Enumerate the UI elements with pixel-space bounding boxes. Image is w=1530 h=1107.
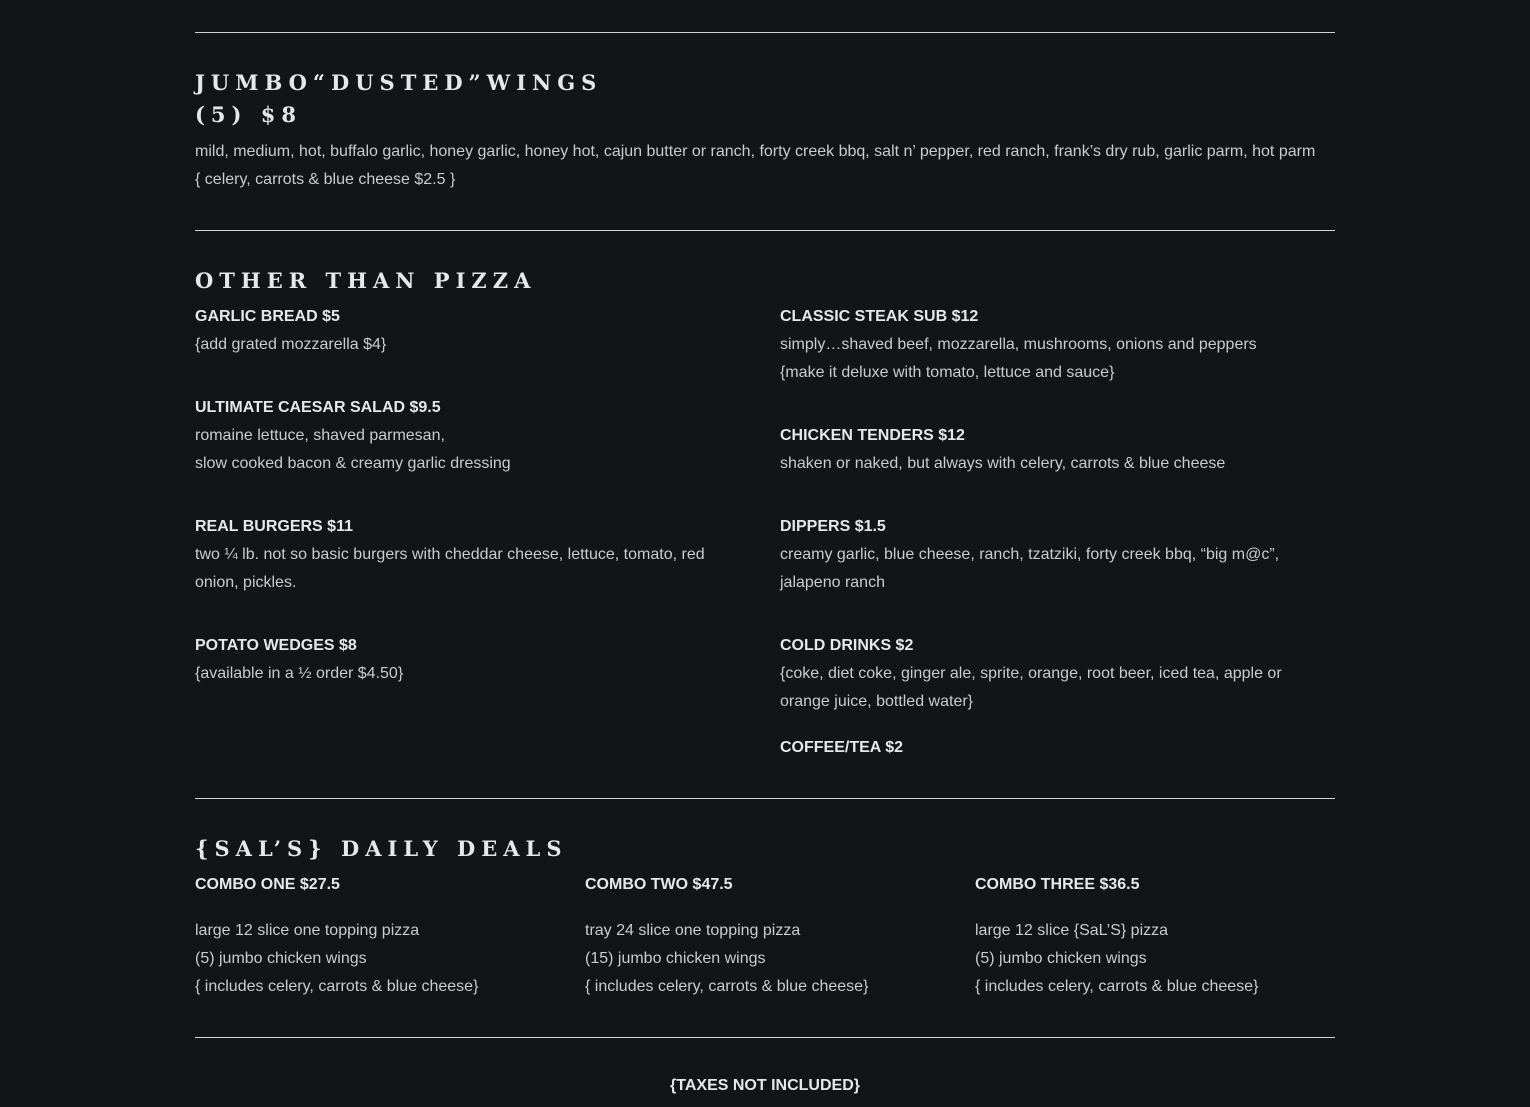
combo-desc: tray 24 slice one topping pizza xyxy=(585,922,801,939)
divider xyxy=(195,230,1335,231)
menu-item-desc: slow cooked bacon & creamy garlic dressing xyxy=(195,455,511,472)
other-heading: OTHER THAN PIZZA xyxy=(195,268,537,293)
combo-desc: (15) jumbo chicken wings xyxy=(585,950,766,967)
menu-item-title: REAL BURGERS $11 xyxy=(195,518,353,535)
combo-desc: (5) jumbo chicken wings xyxy=(195,950,367,967)
combo-title: COMBO TWO $47.5 xyxy=(585,876,733,893)
combo-desc: large 12 slice {SaL’S} pizza xyxy=(975,922,1169,939)
menu-item-desc: onion, pickles. xyxy=(195,574,297,591)
menu-item-desc: {coke, diet coke, ginger ale, sprite, orange, root beer, iced tea, apple or xyxy=(780,665,1282,682)
menu-item-title: CHICKEN TENDERS $12 xyxy=(780,427,965,444)
menu-item-desc: romaine lettuce, shaved parmesan, xyxy=(195,427,445,444)
combo-desc: { includes celery, carrots & blue cheese} xyxy=(585,978,869,995)
menu-item-desc: two ¼ lb. not so basic burgers with cheddar cheese, lettuce, tomato, red xyxy=(195,546,705,563)
menu-item-title: POTATO WEDGES $8 xyxy=(195,637,357,654)
divider xyxy=(195,798,1335,799)
menu-item-desc: {available in a ½ order $4.50} xyxy=(195,665,404,682)
menu-item-desc: shaken or naked, but always with celery, carrots & blue cheese xyxy=(780,455,1226,472)
menu-item-title: CLASSIC STEAK SUB $12 xyxy=(780,308,979,325)
combo-desc: large 12 slice one topping pizza xyxy=(195,922,420,939)
menu-item-desc: {make it deluxe with tomato, lettuce and sauce} xyxy=(780,364,1115,381)
divider xyxy=(195,32,1335,33)
deals-heading: {SAL’S} DAILY DEALS xyxy=(195,836,568,861)
combo-desc: { includes celery, carrots & blue cheese} xyxy=(195,978,479,995)
menu-item-title: COFFEE/TEA $2 xyxy=(780,739,903,756)
menu-item-desc: {add grated mozzarella $4} xyxy=(195,336,387,353)
combo-desc: { includes celery, carrots & blue cheese} xyxy=(975,978,1259,995)
wings-price: (5) $8 xyxy=(195,102,303,127)
taxes-note: {TAXES NOT INCLUDED} xyxy=(670,1077,860,1094)
menu-item-title: DIPPERS $1.5 xyxy=(780,518,886,535)
menu-item-title: GARLIC BREAD $5 xyxy=(195,308,340,325)
menu-item-title: ULTIMATE CAESAR SALAD $9.5 xyxy=(195,399,441,416)
menu-item-desc: jalapeno ranch xyxy=(780,574,885,591)
wings-heading: JUMBO“DUSTED”WINGS xyxy=(195,70,603,95)
divider xyxy=(195,1037,1335,1038)
combo-title: COMBO ONE $27.5 xyxy=(195,876,340,893)
wings-flavors: mild, medium, hot, buffalo garlic, honey garlic, honey hot, cajun butter or ranch, forty creek bbq, salt n’ pepper, red ranch, frank’s dry rub, garlic parm, hot parm xyxy=(195,143,1316,160)
menu-item-desc: orange juice, bottled water} xyxy=(780,693,974,710)
wings-side: { celery, carrots & blue cheese $2.5 } xyxy=(195,171,456,188)
combo-title: COMBO THREE $36.5 xyxy=(975,876,1140,893)
menu-item-desc: simply…shaved beef, mozzarella, mushrooms, onions and peppers xyxy=(780,336,1257,353)
combo-desc: (5) jumbo chicken wings xyxy=(975,950,1147,967)
menu-item-desc: creamy garlic, blue cheese, ranch, tzatziki, forty creek bbq, “big m@c”, xyxy=(780,546,1280,563)
menu-item-title: COLD DRINKS $2 xyxy=(780,637,914,654)
